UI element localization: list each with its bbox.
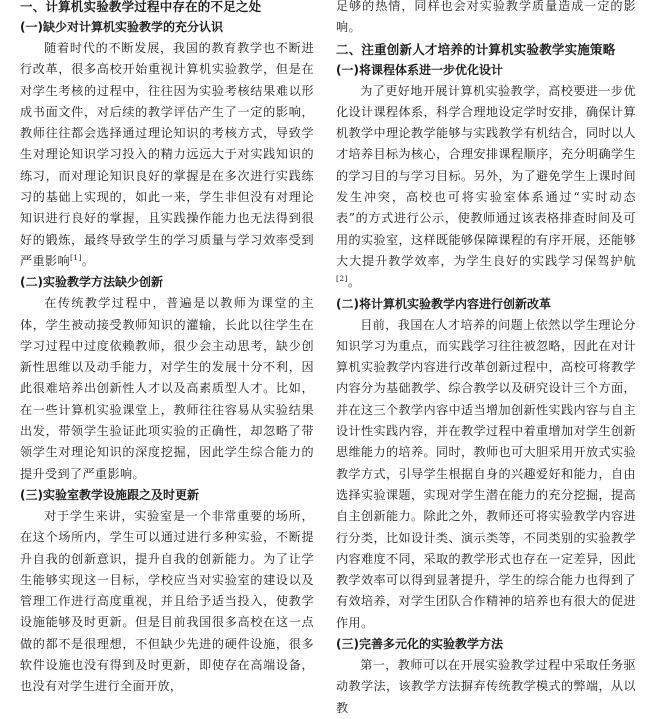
- paragraph: 目前，我国在人才培养的问题上依然以学生理论分知识学习为重点，而实践学习往往被忽略，因此在对计算机实验教学内容进行改革创新过程中，高校可将教学内容分为基础教学、综合教学以及研究设计三个方面，并在这三个教学内容中适当增加创新性实践内容与自主设计性实践内容，并在教学过程中着重增加对学生创新思维能力的培养。同时，教师也可大胆采用开放式实验教学方式，引导学生根据自身的兴趣爱好和能力，自由选择实验课题，实现对学生潜在能力的充分挖掘，提高自主创新能力。除此之外，教师还可将实验教学内容进行分类，比如设计类、演示类等，不同类别的实验教学内容难度不同，采取的教学形式也存在一定差异，因此教学效率可以得到显著提升，学生的综合能力也得到了有效培养，对学生团队合作精神的培养也有很大的促进作用。: [336, 317, 636, 630]
- subsection-title-2-2: (二)将计算机实验教学内容进行创新改革: [336, 296, 551, 311]
- paragraph: 第一，教师可以在开展实验教学过程中采取任务驱动教学法，该教学方法摒弃传统教学模式的弊端，从以教: [336, 658, 636, 715]
- right-column: [336, 0, 636, 719]
- subsection-title-2-3: (三)完善多元化的实验教学方法: [336, 637, 503, 652]
- subsection-title-1-1: (一)缺少对计算机实验教学的充分认识: [20, 20, 223, 34]
- paragraph-tail: 。: [347, 275, 361, 290]
- citation-marker: [2]: [336, 274, 348, 284]
- paragraph-text: 随着时代的不断发展，我国的教育教学也不断进行改革，很多高校开始重视计算机实验教学，但是在对学生考核的过程中，往往因为实验考核结果难以形成书面文件，对后续的教学评估产生了一定的影响，教师往往都会选择通过理论知识的考核方式，导致学生对理论知识学习投入的精力远远大于对实践知识的练习，而对理论知识良好的掌握是在多次进行实践练习的基础上实现的，如此一来，学生非但没有对理论知识进行良好的掌握，且实践操作能力也无法得到很好的锻炼，最终导致学生的学习质量与学习效率受到严重影响: [20, 41, 314, 268]
- paragraph-continuation: 足够的热情，同样也会对实验教学质量造成一定的影响。: [336, 0, 636, 35]
- subsection-title-1-2: (二)实验教学方法缺少创新: [20, 275, 163, 290]
- paragraph: 在传统教学过程中，普遍是以教师为课堂的主体，学生被动接受教师知识的灌输，长此以往学生在学习过程中过度依赖教师，很少会主动思考，缺少创新性思维以及动手能力，对学生的发展十分不利，因此很难培养出创新性人才以及高素质型人才。比如，在一些计算机实验课堂上，教师往往容易从实验结果出发，带领学生验证此项实验的正确性，却忽略了带领学生对理论知识的深度挖掘，因此学生综合能力的提升受到了严重影响。: [20, 296, 314, 481]
- left-column: [20, 0, 314, 698]
- paragraph-text: 为了更好地开展计算机实验教学，高校要进一步优化设计课程体系，科学合理地设定学时安排，确保计算机教学中理论教学能够与实践教学有机结合，同时以人才培养目标为核心，合理安排课程顺序，充分明确学生的学习目的与学习目标。另外，为了避免学生上课时间发生冲突，高校也可将实验室体系通过“实时动态表”的方式进行公示，使教师通过该表格排查时间及可用的实验室，这样既能够保障课程的有序开展，还能够大大提升教学效率，为学生良好的实践学习保驾护航: [336, 83, 636, 268]
- subsection-title-2-1: (一)将课程体系进一步优化设计: [336, 62, 503, 77]
- paragraph: [20, 38, 314, 272]
- section-title-1: 一、计算机实验教学过程中存在的不足之处: [20, 0, 262, 14]
- paragraph: [336, 81, 636, 294]
- paragraph: 对于学生来讲，实验室是一个非常重要的场所，在这个场所内，学生可以通过进行多种实验，不断提升自我的创新意识，提升自我的创新能力。为了让学生能够实现这一目标，学校应当对实验室的建设以及管理工作进行高度重视，并且给予适当投入，使教学设施能够及时更新。但是目前我国很多高校在这一点做的都不是很理想，不但缺少先进的硬件设施，很多软件设施也没有得到及时更新，即使存在高端设备，也没有对学生进行全面开放，: [20, 508, 314, 694]
- subsection-title-1-3: (三)实验室教学设施跟之及时更新: [20, 487, 199, 502]
- citation-marker: [1]: [69, 252, 82, 262]
- paragraph-tail: 。: [81, 253, 95, 268]
- section-title-2: 二、注重创新人才培养的计算机实验教学实施策略: [336, 41, 616, 57]
